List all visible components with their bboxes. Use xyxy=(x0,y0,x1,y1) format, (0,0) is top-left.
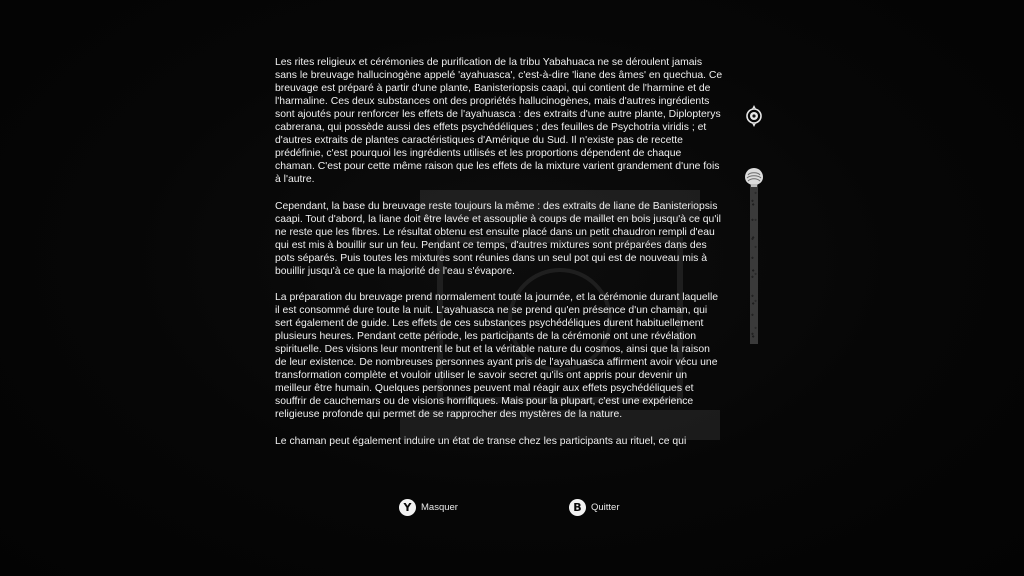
quit-label: Quitter xyxy=(591,501,620,513)
journal-paragraph: Les rites religieux et cérémonies de purification de la tribu Yabahuaca ne se déroulent jamais sans le breuvage hallucinogène appelé 'ayahuasca', c'est-à-dire 'liane des âmes' en quechua. Ce breuvage est préparé à partir d'une plante, Banisteriopsis caapi, qui contient de l'harmine et de l'harmaline. Ces deux substances ont des propriétés hallucinogènes, mais d'autres ingrédients sont ajoutés pour renforcer les effets de l'ayahuasca : des extraits d'une autre plante, Diplopterys cabrerana, qui possède aussi des effets psychédéliques ; des feuilles de Psychotria viridis ; et d'autres extraits de plantes caractéristiques d'Amérique du Sud. Il n'existe pas de recette prédéfinie, c'est pourquoi les ingrédients utilisés et les proportions dépendent de chaque chaman. C'est pour cette même raison que les effets de la mixture varient grandement d'une fois à l'autre. xyxy=(275,57,723,185)
journal-paragraph: Le chaman peut également induire un état de transe chez les participants au rituel, ce qui xyxy=(275,435,687,447)
b-button-icon: B xyxy=(569,499,586,516)
scroll-track[interactable] xyxy=(750,178,758,344)
journal-text-area[interactable] xyxy=(275,56,723,462)
quit-prompt[interactable] xyxy=(569,498,620,516)
compass-icon xyxy=(744,104,764,128)
y-button-icon: Y xyxy=(399,499,416,516)
hide-label: Masquer xyxy=(421,501,458,513)
shell-icon[interactable] xyxy=(743,166,765,188)
scrollbar[interactable] xyxy=(740,100,768,350)
journal-paragraph: Cependant, la base du breuvage reste toujours la même : des extraits de liane de Banisteriopsis caapi. Tout d'abord, la liane doit être lavée et assouplie à coups de maillet en bois jusqu'à ce qu'il ne reste que les fibres. Le résultat obtenu est ensuite placé dans un petit chaudron rempli d'eau qui est mis à bouillir sur un feu. Pendant ce temps, d'autres mixtures sont préparées dans des pots séparés. Puis toutes les mixtures sont réunies dans un seul pot qui est de nouveau mis à bouillir jusqu'à ce que la majorité de l'eau s'évapore. xyxy=(275,200,721,277)
hide-prompt[interactable] xyxy=(399,498,458,516)
journal-paragraph: La préparation du breuvage prend normalement toute la journée, et la cérémonie durant laquelle il est consommé dure toute la nuit. L'ayahuasca ne se prend qu'en présence d'un chaman, qui sert également de guide. Les effets de ces substances psychédéliques durent habituellement plusieurs heures. Pendant cette période, les participants de la cérémonie ont une révélation spirituelle. Des visions leur montrent le but et la véritable nature du cosmos, ainsi que la raison de leur existence. De nombreuses personnes ayant pris de l'ayahuasca affirment avoir vécu une transformation complète et vouloir utiliser le savoir secret qu'ils ont appris pour devenir un meilleur être humain. Quelques personnes peuvent mal réagir aux effets psychédéliques et souffrir de cauchemars ou de visions horrifiques. Mais pour la plupart, c'est une expérience religieuse profonde qui permet de se rapprocher des mystères de la nature. xyxy=(275,292,719,420)
